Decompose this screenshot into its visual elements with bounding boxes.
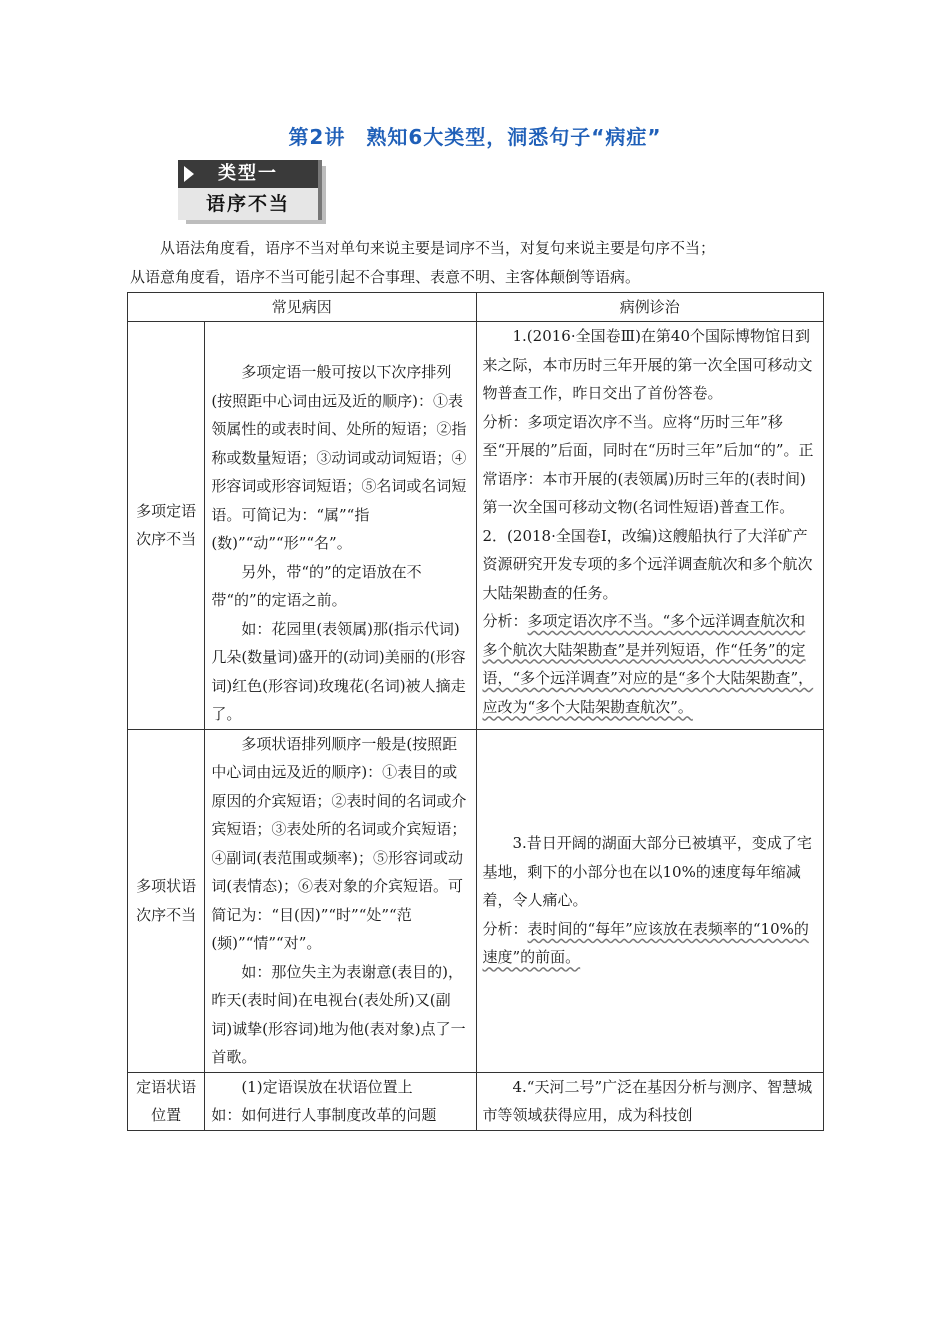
example-cell <box>476 729 824 1072</box>
rule-cell <box>205 322 476 730</box>
section-badge <box>178 160 326 224</box>
example-sentence: 1.(2016·全国卷Ⅲ)在第40个国际博物馆日到来之际，本市历时三年开展的第一次全国可移动文物普查工作，昨日交出了首份答卷。 <box>482 327 813 402</box>
header-examples: 病例诊治 <box>476 293 824 322</box>
rule-text: 多项定语一般可按以下次序排列(按照距中心词由远及近的顺序)：①表领属性的或表时间、处所的短语；②指称或数量短语；③动词或动词短语；④形容词或形容词短语；⑤名词或名词短语。可简记为：“属”“指(数)”“动”“形”“名”。 <box>211 363 467 552</box>
analysis-text: 多项定语次序不当。“多个远洋调查航次和多个航次大陆架勘查”是并列短语，作“任务”的定语，“多个远洋调查”对应的是“多个大陆架勘查”，应改为“多个大陆架勘查航次”。 <box>482 612 814 716</box>
table-row <box>128 322 824 730</box>
example-sentence: 2．(2018·全国卷Ⅰ，改编)这艘船执行了大洋矿产资源研究开发专项的多个远洋调查航次和多个航次大陆架勘查的任务。 <box>482 526 813 602</box>
rule-example: 如：花园里(表领属)那(指示代词)几朵(数量词)盛开的(动词)美丽的(形容词)红色(形容词)玫瑰花(名词)被人摘走了。 <box>211 619 466 723</box>
error-type-table <box>127 292 824 1131</box>
rule-text: 多项状语排列顺序一般是(按照距中心词由远及近的顺序)：①表目的或原因的介宾短语；②表时间的名词或介宾短语；③表处所的名词或介宾短语；④副词(表范围或频率)；⑤形容词或动词(表情态)；⑥表对象的介宾短语。可简记为：“目(因)”“时”“处”“范(频)”“情”“对”。 <box>211 734 467 952</box>
play-arrow-icon <box>184 166 194 182</box>
intro-line-1: 从语法角度看，语序不当对单句来说主要是词序不当，对复句来说主要是句序不当； <box>160 239 716 257</box>
rule-example: 如：那位失主为表谢意(表目的)，昨天(表时间)在电视台(表处所)又(副词)诚挚(形容词)地为他(表对象)点了一首歌。 <box>211 962 466 1066</box>
intro-paragraph <box>130 234 820 292</box>
example-analysis <box>483 408 818 522</box>
category-cell: 多项状语次序不当 <box>128 729 205 1072</box>
analysis-label: 分析： <box>482 612 528 630</box>
badge-side-bar <box>318 160 322 220</box>
badge-topic-label: 语序不当 <box>178 188 318 220</box>
table-header-row <box>128 293 824 322</box>
header-causes: 常见病因 <box>128 293 477 322</box>
table-row <box>128 1072 824 1130</box>
example-sentence: 3.昔日开阔的湖面大部分已被填平，变成了宅基地，剩下的小部分也在以10%的速度每年缩减着，令人痛心。 <box>482 834 812 910</box>
analysis-text: 表时间的“每年”应该放在表频率的“10%的速度”的前面。 <box>482 919 809 967</box>
example-cell <box>476 322 824 730</box>
page-title: 第2讲 熟知6大类型，洞悉句子“病症” <box>288 125 662 149</box>
example-analysis <box>483 915 818 972</box>
analysis-label: 分析： <box>482 412 528 431</box>
rule-text: (1)定语误放在状语位置上 <box>241 1077 413 1096</box>
example-cell <box>476 1072 824 1130</box>
category-cell: 定语状语位置 <box>128 1072 205 1130</box>
rule-text: 另外，带“的”的定语放在不带“的”的定语之前。 <box>211 562 422 609</box>
category-cell: 多项定语次序不当 <box>128 322 205 730</box>
intro-line-2: 从语意角度看，语序不当可能引起不合事理、表意不明、主客体颠倒等语病。 <box>130 268 641 286</box>
badge-type-label: 类型一 <box>178 160 318 188</box>
rule-cell <box>205 729 476 1072</box>
analysis-text: 多项定语次序不当。应将“历时三年”移至“开展的”后面，同时在“历时三年”后加“的”。正常语序：本市开展的(表领属)历时三年的(表时间)第一次全国可移动文物(名词性短语)普查工作。 <box>482 412 814 516</box>
rule-example: 如：如何进行人事制度改革的问题 <box>211 1106 437 1124</box>
example-analysis <box>483 607 818 721</box>
rule-cell <box>205 1072 476 1130</box>
table-row <box>128 729 824 1072</box>
example-sentence: 4.“天河二号”广泛在基因分析与测序、智慧城市等领域获得应用，成为科技创 <box>482 1077 813 1124</box>
analysis-label: 分析： <box>482 919 528 938</box>
